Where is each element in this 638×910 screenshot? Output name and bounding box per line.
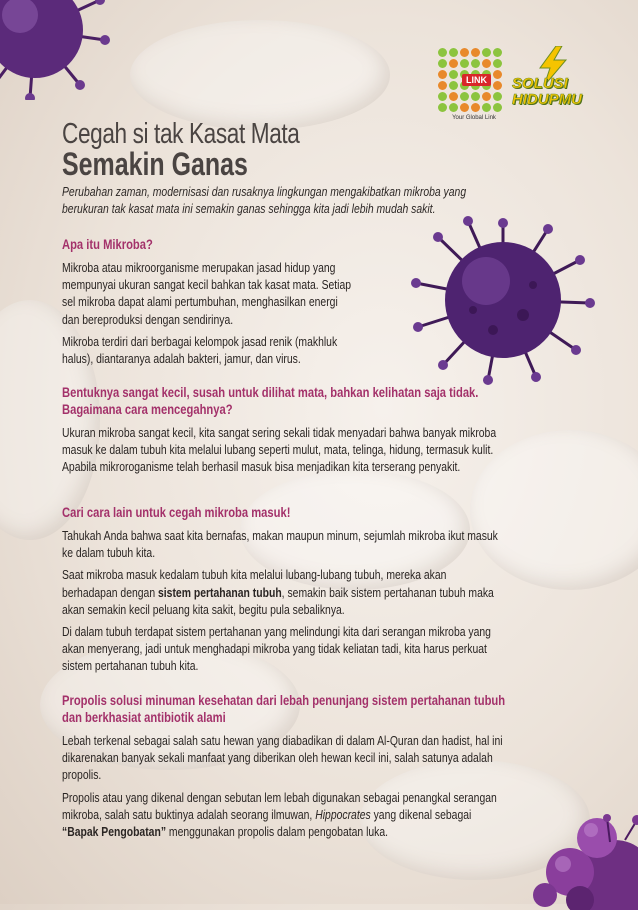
text-line: akan menyerang, jadi untuk menghadapi mikroba yang tidak keliatan tadi, kita harus perkuat: [62, 641, 487, 657]
intro-line: Perubahan zaman, modernisasi dan rusaknya lingkungan mengakibatkan mikroba yang: [62, 184, 467, 199]
text-line: mempunyai ukuran sangat kecil bahkan tak kasat mata. Setiap: [62, 277, 352, 293]
text-line: Propolis atau yang dikenal dengan sebutan lem lebah digunakan sebagai penangkal serangan: [62, 789, 497, 805]
text-line: Saat mikroba masuk kedalam tubuh kita melalui lubang-lubang tubuh, mereka akan: [62, 567, 447, 583]
k-link-logo: [438, 48, 510, 121]
campaign-line2: HIDUPMU: [512, 91, 582, 108]
heading-line: dan berkhasiat antibiotik alami: [62, 709, 226, 725]
text-line: berhadapan dengan: [62, 584, 159, 600]
section-prevention: [62, 384, 574, 481]
campaign-line1: SOLUSI: [512, 75, 568, 92]
page-title-line1: Cegah si tak Kasat Mata: [62, 118, 300, 150]
section-heading: Cari cara lain untuk cegah mikroba masuk!: [62, 504, 291, 520]
virus-illustration: [408, 215, 598, 385]
text-line: Mikroba atau mikroorganisme merupakan jasad hidup yang: [62, 260, 336, 275]
text-line: halus), diantaranya adalah bakteri, jamur, dan virus.: [62, 351, 301, 367]
text-line: Lebah terkenal sebagai salah satu hewan yang diabadikan di dalam Al-Quran dan hadist, hal ini: [62, 733, 503, 748]
paragraph: [62, 424, 574, 476]
intro-line: berukuran tak kasat mata ini semakin ganas sehingga kita jadi lebih mudah sakit.: [62, 201, 436, 216]
text-line: sistem pertahanan tubuh kita.: [62, 658, 199, 674]
text-line: ke dalam tubuh kita.: [62, 545, 156, 561]
text-line: dikarenakan banyak sekali manfaat yang diberikan oleh hewan kecil ini, salah satunya adalah: [62, 750, 493, 766]
section-other-ways: [62, 504, 574, 680]
text-line: akan semakin kecil peluang kita sakit, begitu pula sebaliknya.: [62, 601, 345, 617]
paragraph: [62, 732, 574, 784]
page-title-line2: Semakin Ganas: [62, 146, 248, 182]
text-line: Tahukah Anda bahwa saat kita bernafas, makan maupun minum, sejumlah mikroba ikut masuk: [62, 528, 498, 543]
text-line: , semakin baik sistem pertahanan tubuh maka: [281, 584, 494, 600]
paragraph: [62, 527, 574, 561]
section-heading: [62, 384, 574, 418]
paragraph: [62, 259, 422, 328]
logo-tagline: Your Global Link: [452, 115, 496, 121]
paragraph: [62, 333, 422, 367]
text-line: sel mikroba dapat alami pertumbuhan, menghasilkan energi: [62, 294, 338, 310]
background-cell: [130, 20, 390, 130]
text-line: mikroba, salah satu buktinya adalah seorang ilmuwan,: [62, 806, 316, 822]
paragraph: [62, 566, 574, 618]
section-propolis: [62, 692, 574, 845]
text-line: masuk ke dalam tubuh kita melalui lubang seperti mulut, mata, telinga, hidung, termasuk kulit.: [62, 442, 494, 458]
text-line: Apabila mikroroganisme telah berhasil masuk bisa menjadikan kita terserang penyakit.: [62, 459, 461, 475]
logo-badge: LINK: [462, 74, 491, 86]
italic-text: Hippocrates: [315, 806, 371, 822]
text-line: yang dikenal sebagai: [370, 806, 472, 822]
text-line: dan bereproduksi dengan sendirinya.: [62, 311, 234, 327]
bold-text: “Bapak Pengobatan”: [62, 824, 167, 840]
heading-line: Bentuknya sangat kecil, susah untuk dilihat mata, bahkan kelihatan saja tidak.: [62, 384, 479, 400]
bold-text: sistem pertahanan tubuh: [158, 584, 282, 600]
text-line: propolis.: [62, 767, 102, 783]
text-line: menggunakan propolis dalam pengobatan luka.: [166, 824, 389, 840]
section-what-is-microbe: [62, 236, 422, 372]
text-line: Mikroba terdiri dari berbagai kelompok jasad renik (makhluk: [62, 333, 338, 349]
heading-line: Propolis solusi minuman kesehatan dari lebah penunjang sistem pertahanan tubuh: [62, 692, 506, 708]
text-line: Di dalam tubuh terdapat sistem pertahanan yang melindungi kita dari serangan mikroba yang: [62, 624, 491, 640]
heading-line: Bagaimana cara mencegahnya?: [62, 401, 233, 417]
campaign-logo: [512, 76, 582, 108]
virus-illustration-top-left: [0, 0, 130, 100]
section-heading: Apa itu Mikroba?: [62, 236, 153, 252]
intro-text: [62, 183, 550, 217]
paragraph: [62, 623, 574, 675]
text-line: Ukuran mikroba sangat kecil, kita sangat sering sekali tidak menyadari bahwa banyak mikroba: [62, 425, 497, 440]
paragraph: [62, 789, 574, 841]
section-heading: [62, 692, 574, 726]
